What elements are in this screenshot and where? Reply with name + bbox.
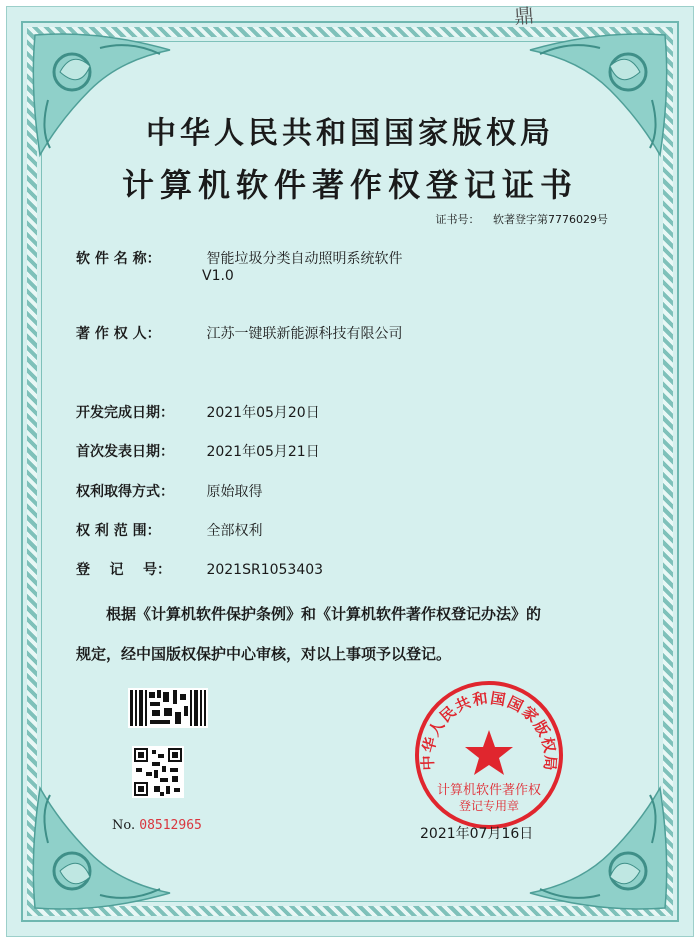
certificate-number-label: 证书号： <box>435 213 480 226</box>
field-value: 原始取得 <box>206 484 263 500</box>
field-value: 智能垃圾分类自动照明系统软件 <box>206 251 403 267</box>
qr-code-image <box>132 746 184 798</box>
field-label: 软 件 名 称： <box>76 251 161 267</box>
field-label: 首次发表日期： <box>76 444 174 460</box>
handwritten-mark: 鼎 <box>513 3 535 29</box>
statement <box>76 594 636 674</box>
seal-line-2: 登记专用章 <box>458 799 520 813</box>
field-label: 开发完成日期： <box>76 405 174 421</box>
statement-line-1: 根据《计算机软件保护条例》和《计算机软件著作权登记办法》的 <box>106 605 542 623</box>
field-label: 权利取得方式： <box>76 484 174 500</box>
field-acquisition-method <box>76 481 262 501</box>
corner-ornament-bottom-left <box>30 783 180 913</box>
field-registration-number <box>76 559 323 579</box>
field-label: 登 记 号： <box>76 562 171 578</box>
statement-line-2: 规定，经中国版权保护中心审核，对以上事项予以登记。 <box>76 645 452 663</box>
field-version: V1.0 <box>202 268 234 284</box>
field-label: 著 作 权 人： <box>76 326 161 342</box>
certificate-number <box>436 211 609 227</box>
barcode-image <box>128 688 208 728</box>
field-software-name <box>76 248 403 284</box>
field-publish-date <box>76 441 320 461</box>
certificate-title: 计算机软件著作权登记证书 <box>121 166 578 204</box>
field-copyright-owner <box>76 323 402 343</box>
field-value: 2021年05月21日 <box>206 444 320 460</box>
field-rights-scope <box>76 520 262 540</box>
seal-ring-text: 中华人民共和国国家版权局 <box>418 688 560 773</box>
serial-prefix: No. <box>112 818 136 833</box>
certificate-number-value: 软著登字第7776029号 <box>493 213 608 226</box>
field-value: 江苏一键联新能源科技有限公司 <box>206 326 403 342</box>
serial-value: 08512965 <box>139 818 202 833</box>
field-completion-date <box>76 402 320 422</box>
field-value: 全部权利 <box>206 523 263 539</box>
serial-number <box>112 818 202 833</box>
issue-date: 2021年07月16日 <box>420 826 534 842</box>
field-value: 2021年05月20日 <box>206 405 320 421</box>
field-label: 权 利 范 围： <box>76 523 161 539</box>
seal-star-icon <box>465 730 513 775</box>
official-seal <box>412 678 566 832</box>
field-value: 2021SR1053403 <box>206 562 324 578</box>
seal-line-1: 计算机软件著作权 <box>436 783 542 798</box>
issuer-title: 中华人民共和国国家版权局 <box>146 116 554 151</box>
